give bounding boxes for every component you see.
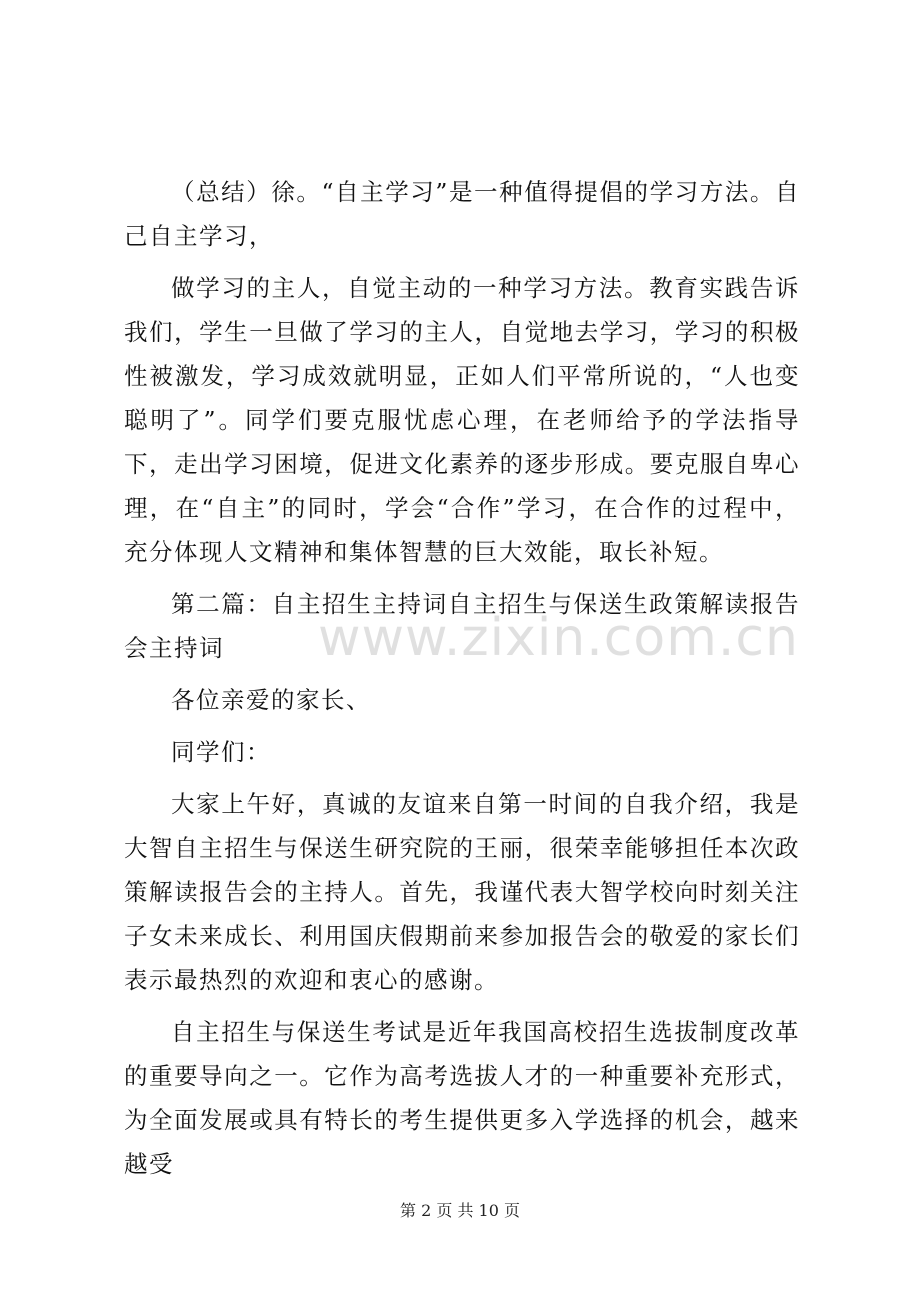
watermark: www.zixin.com.cn: [318, 608, 799, 668]
paragraph: 大家上午好，真诚的友谊来自第一时间的自我介绍，我是大智自主招生与保送生研究院的王丽，很荣幸能够担任本次政策解读报告会的主持人。首先，我谨代表大智学校向时刻关注子女未来成长、利用国庆假期前来参加报告会的敬爱的家长们表示最热烈的欢迎和衷心的感谢。: [124, 790, 800, 994]
page-footer: 第 2 页 共 10 页: [400, 1201, 520, 1220]
paragraph: 做学习的主人，自觉主动的一种学习方法。教育实践告诉我们，学生一旦做了学习的主人，自觉地去学习，学习的积极性被激发，学习成效就明显，正如人们平常所说的，“人也变聪明了”。同学们要克服忧虑心理，在老师给予的学法指导下，走出学习困境，促进文化素养的逐步形成。要克服自卑心理，在“自主”的同时，学会“合作”学习，在合作的过程中，充分体现人文精神和集体智慧的巨大效能，取长补短。: [124, 274, 800, 566]
section-heading: 第二篇：自主招生主持词自主招生与保送生政策解读报告会主持词: [124, 590, 800, 662]
document-body: [124, 170, 800, 1186]
paragraph: 各位亲爱的家长、: [171, 686, 371, 714]
paragraph: 同学们：: [171, 738, 271, 766]
paragraph: 自主招生与保送生考试是近年我国高校招生选拔制度改革的重要导向之一。它作为高考选拔人才的一种重要补充形式，为全面发展或具有特长的考生提供更多入学选择的机会，越来越受: [124, 1018, 800, 1178]
paragraph: （总结）徐。“自主学习”是一种值得提倡的学习方法。自己自主学习，: [124, 178, 800, 250]
